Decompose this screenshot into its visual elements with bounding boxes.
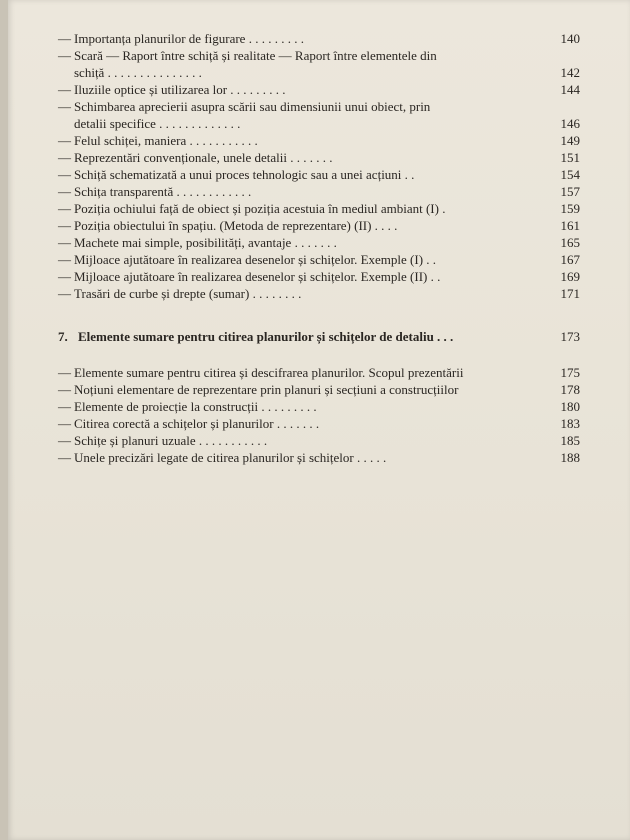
toc-entry	[58, 415, 580, 432]
entry-dash: —	[58, 286, 71, 301]
entry-title: Schița transparentă . . . . . . . . . . . .	[74, 184, 252, 199]
entry-title: Felul schiței, maniera . . . . . . . . . . .	[74, 133, 258, 148]
toc-entry	[58, 115, 580, 132]
toc-entry	[58, 98, 580, 115]
toc-entry	[58, 200, 580, 217]
entry-title: Importanța planurilor de figurare . . . . . . . . .	[74, 31, 304, 46]
section-heading	[58, 328, 580, 346]
toc-entry	[58, 251, 580, 268]
entry-page-number: 157	[560, 184, 580, 199]
entry-title: Poziția ochiului față de obiect și poziția acestuia în mediul ambiant (I) .	[74, 201, 446, 216]
entry-title: Unele precizări legate de citirea planurilor și schițelor . . . . .	[74, 450, 387, 465]
toc-entry	[58, 381, 580, 398]
entry-title: Iluziile optice și utilizarea lor . . . . . . . . .	[74, 82, 286, 97]
section-title: Elemente sumare pentru citirea planurilor și schițelor de detaliu . . .	[78, 329, 454, 344]
toc-entry	[58, 30, 580, 47]
section-number: 7.	[58, 329, 68, 344]
entry-page-number: 146	[560, 116, 580, 131]
toc-entry	[58, 234, 580, 251]
entry-page-number: 183	[560, 416, 580, 431]
toc-entry	[58, 285, 580, 302]
entry-title: Poziția obiectului în spațiu. (Metoda de reprezentare) (II) . . . .	[74, 218, 398, 233]
toc-entry	[58, 81, 580, 98]
entry-page-number: 180	[560, 399, 580, 414]
table-of-contents	[58, 30, 580, 466]
entry-dash: —	[58, 252, 71, 267]
entry-dash: —	[58, 450, 71, 465]
entry-page-number: 151	[560, 150, 580, 165]
entry-dash: —	[58, 82, 71, 97]
entry-dash: —	[58, 184, 71, 199]
toc-entry	[58, 364, 580, 381]
entry-page-number: 149	[560, 133, 580, 148]
entry-page-number: 188	[560, 450, 580, 465]
toc-entry	[58, 268, 580, 285]
entry-dash: —	[58, 201, 71, 216]
toc-entry	[58, 183, 580, 200]
entry-title: Machete mai simple, posibilități, avantaje . . . . . . .	[74, 235, 337, 250]
toc-entry	[58, 432, 580, 449]
entry-page-number: 167	[560, 252, 580, 267]
toc-entry	[58, 398, 580, 415]
entry-page-number: 175	[560, 365, 580, 380]
entry-dash: —	[58, 382, 71, 397]
entry-title: Schiță schematizată a unui proces tehnologic sau a unei acțiuni . .	[74, 167, 415, 182]
toc-entry	[58, 132, 580, 149]
section-page-number: 173	[560, 329, 580, 344]
toc-entry	[58, 449, 580, 466]
entry-title: Elemente sumare pentru citirea și descifrarea planurilor. Scopul prezentării	[74, 365, 464, 380]
toc-entry	[58, 166, 580, 183]
entry-dash: —	[58, 167, 71, 182]
entry-page-number: 171	[560, 286, 580, 301]
entry-title: Trasări de curbe și drepte (sumar) . . . . . . . .	[74, 286, 302, 301]
entry-page-number: 178	[560, 382, 580, 397]
entry-title: Mijloace ajutătoare în realizarea desenelor și schițelor. Exemple (I) . .	[74, 252, 437, 267]
entry-page-number: 140	[560, 31, 580, 46]
entry-page-number: 159	[560, 201, 580, 216]
entry-dash: —	[58, 433, 71, 448]
entry-page-number: 154	[560, 167, 580, 182]
entry-dash: —	[58, 133, 71, 148]
entry-title: Schimbarea aprecierii asupra scării sau dimensiunii unui obiect, prin	[74, 99, 431, 114]
entry-dash: —	[58, 399, 71, 414]
book-page	[8, 0, 630, 840]
entry-page-number: 161	[560, 218, 580, 233]
toc-entry	[58, 217, 580, 234]
entry-dash: —	[58, 150, 71, 165]
entry-page-number: 165	[560, 235, 580, 250]
toc-entry	[58, 64, 580, 81]
entry-dash: —	[58, 48, 71, 63]
entry-title: Citirea corectă a schițelor și planurilor . . . . . . .	[74, 416, 320, 431]
entry-page-number: 169	[560, 269, 580, 284]
entry-dash: —	[58, 99, 71, 114]
entry-page-number: 142	[560, 65, 580, 80]
entry-dash: —	[58, 31, 71, 46]
entry-title: Noțiuni elementare de reprezentare prin planuri și secțiuni a construcțiilor	[74, 382, 459, 397]
entry-title: Reprezentări convenționale, unele detalii . . . . . . .	[74, 150, 333, 165]
entry-page-number: 185	[560, 433, 580, 448]
entry-dash: —	[58, 416, 71, 431]
entry-dash: —	[58, 218, 71, 233]
toc-entry	[58, 149, 580, 166]
entry-title: Elemente de proiecție la construcții . . . . . . . . .	[74, 399, 317, 414]
entry-dash: —	[58, 235, 71, 250]
entry-dash: —	[58, 269, 71, 284]
entry-page-number: 144	[560, 82, 580, 97]
entry-title: detalii specifice . . . . . . . . . . . . .	[74, 116, 241, 131]
entry-title: schiță . . . . . . . . . . . . . . .	[74, 65, 202, 80]
toc-entry	[58, 47, 580, 64]
entry-title: Scară — Raport între schiță și realitate — Raport între elementele din	[74, 48, 437, 63]
entry-title: Schițe și planuri uzuale . . . . . . . . . . .	[74, 433, 268, 448]
entry-dash: —	[58, 365, 71, 380]
entry-title: Mijloace ajutătoare în realizarea desenelor și schițelor. Exemple (II) . .	[74, 269, 441, 284]
